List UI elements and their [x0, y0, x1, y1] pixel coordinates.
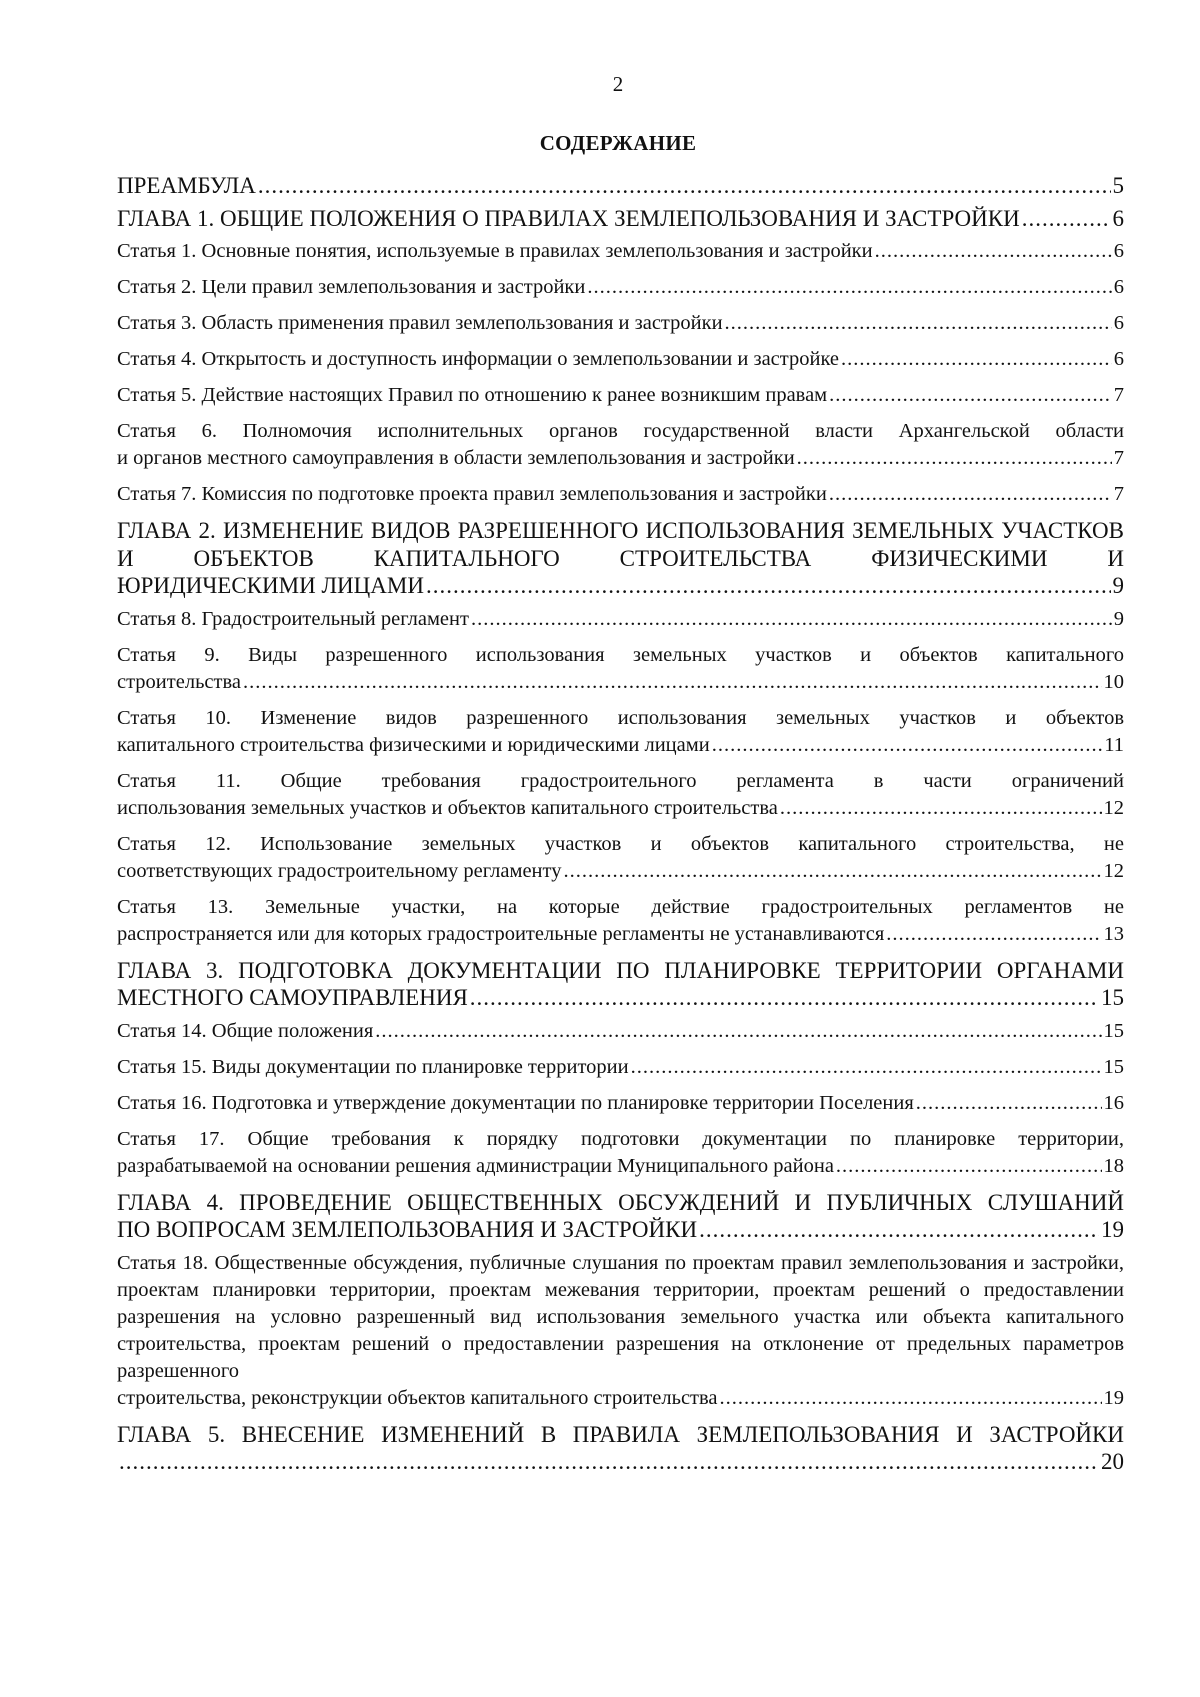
entry-title-text: Статья 5. Действие настоящих Правил по отношению к ранее возникшим правам	[117, 384, 828, 406]
entry-page-number: 10	[1103, 670, 1124, 693]
toc-article-entry[interactable]	[117, 642, 1124, 696]
entry-page-number: 12	[1103, 859, 1124, 882]
entry-page-number: 9	[1112, 573, 1124, 598]
entry-page-number: 6	[1112, 205, 1124, 231]
entry-title-text: строительства, реконструкции объектов капитального строительства	[117, 1386, 718, 1409]
entry-title-text: Статья 1. Основные понятия, используемые в правилах землепользования и застройки	[117, 240, 873, 262]
dot-leader	[836, 1153, 1102, 1180]
dot-leader	[829, 481, 1112, 508]
entry-page-number: 20	[1101, 1449, 1124, 1474]
entry-page-number: 13	[1103, 922, 1124, 945]
entry-title-text: Статья 4. Открытость и доступность информации о землепользовании и застройке	[117, 348, 840, 370]
entry-leader-line	[117, 238, 1124, 265]
toc-article-entry[interactable]	[117, 1018, 1124, 1045]
entry-title-text: использования земельных участков и объектов капитального строительства	[117, 796, 778, 819]
dot-leader	[841, 346, 1112, 373]
entry-title-text: Статья 14. Общие положения	[117, 1019, 374, 1042]
entry-title-text: разрабатываемой на основании решения администрации Муниципального района	[117, 1154, 834, 1177]
entry-page-number: 9	[1113, 607, 1124, 630]
toc-article-entry[interactable]	[117, 831, 1124, 885]
toc-article-entry[interactable]	[117, 705, 1124, 759]
entry-title-text: соответствующих градостроительному регламенту	[117, 859, 562, 882]
entry-heading-text: Статья 12. Использование земельных участков и объектов капитального строительства, не	[117, 832, 1124, 855]
dot-leader	[471, 606, 1112, 633]
entry-title-text: ПРЕАМБУЛА	[117, 173, 256, 198]
entry-page-number: 6	[1113, 348, 1124, 370]
entry-page-number: 7	[1113, 447, 1124, 469]
entry-heading-text: ГЛАВА 4. ПРОВЕДЕНИЕ ОБЩЕСТВЕННЫХ ОБСУЖДЕНИЙ И ПУБЛИЧНЫХ СЛУШАНИЙ	[117, 1189, 1124, 1215]
toc-article-entry[interactable]	[117, 382, 1124, 409]
toc-chapter-entry[interactable]	[117, 1189, 1124, 1244]
entry-page-number: 7	[1113, 483, 1124, 505]
entry-page-number: 18	[1103, 1154, 1124, 1177]
entry-leader-line	[117, 1216, 1124, 1244]
entry-leader-line	[117, 858, 1124, 885]
dot-leader	[587, 274, 1111, 301]
toc-article-entry[interactable]	[117, 1126, 1124, 1180]
entry-page-number: 12	[1103, 796, 1124, 819]
entry-leader-line	[117, 274, 1124, 301]
toc-article-entry[interactable]	[117, 310, 1124, 337]
entry-leader-line	[117, 1385, 1124, 1412]
entry-heading-text: Статья 10. Изменение видов разрешенного использования земельных участков и объектов	[117, 706, 1124, 729]
dot-leader	[699, 1216, 1099, 1244]
toc-article-entry[interactable]	[117, 481, 1124, 508]
toc-article-entry[interactable]	[117, 894, 1124, 948]
dot-leader	[243, 669, 1102, 696]
entry-title-text: МЕСТНОГО САМОУПРАВЛЕНИЯ	[117, 985, 468, 1010]
entry-page-number: 16	[1103, 1091, 1124, 1114]
entry-page-number: 6	[1113, 312, 1124, 334]
entry-leader-line	[117, 346, 1124, 373]
entry-heading-text: ГЛАВА 5. ВНЕСЕНИЕ ИЗМЕНЕНИЙ В ПРАВИЛА ЗЕМЛЕПОЛЬЗОВАНИЯ И ЗАСТРОЙКИ	[117, 1421, 1124, 1447]
entry-page-number: 15	[1101, 985, 1124, 1010]
dot-leader	[720, 1385, 1102, 1412]
entry-title-text: распространяется или для которых градостроительные регламенты не устанавливаются	[117, 922, 885, 945]
entry-page-number: 15	[1103, 1019, 1124, 1042]
entry-leader-line	[117, 1090, 1124, 1117]
dot-leader	[886, 921, 1101, 948]
entry-title-text: Статья 2. Цели правил землепользования и застройки	[117, 276, 586, 298]
dot-leader	[797, 445, 1112, 472]
entry-title-text: ЮРИДИЧЕСКИМИ ЛИЦАМИ	[117, 573, 424, 598]
entry-title-text: Статья 15. Виды документации по планировке территории	[117, 1055, 629, 1078]
entry-heading-text: Статья 17. Общие требования к порядку подготовки документации по планировке территории,	[117, 1127, 1124, 1150]
entry-leader-line	[117, 921, 1124, 948]
toc-chapter-entry[interactable]	[117, 517, 1124, 600]
entry-title-text: Статья 8. Градостроительный регламент	[117, 607, 469, 630]
toc-article-entry[interactable]	[117, 1054, 1124, 1081]
toc-chapter-entry[interactable]	[117, 172, 1124, 200]
toc-chapter-entry[interactable]	[117, 1421, 1124, 1476]
entry-leader-line	[117, 481, 1124, 508]
entry-title-text: ПО ВОПРОСАМ ЗЕМЛЕПОЛЬЗОВАНИЯ И ЗАСТРОЙКИ	[117, 1217, 698, 1242]
entry-leader-line	[117, 984, 1124, 1012]
entry-leader-line	[117, 1153, 1124, 1180]
dot-leader	[563, 858, 1101, 885]
toc-article-entry[interactable]	[117, 768, 1124, 822]
dot-leader	[631, 1054, 1102, 1081]
dot-leader	[725, 310, 1112, 337]
entry-title-text: Статья 3. Область применения правил землепользования и застройки	[117, 312, 723, 334]
entry-leader-line	[117, 1018, 1124, 1045]
entry-title-text: строительства	[117, 670, 241, 693]
dot-leader	[470, 984, 1099, 1012]
entry-page-number: 19	[1101, 1217, 1124, 1242]
toc-article-entry[interactable]	[117, 238, 1124, 265]
page-number: 2	[612, 72, 624, 96]
dot-leader	[375, 1018, 1101, 1045]
entry-leader-line	[117, 310, 1124, 337]
entry-title-text: Статья 16. Подготовка и утверждение документации по планировке территории Поселения	[117, 1091, 914, 1114]
toc-chapter-entry[interactable]	[117, 205, 1124, 233]
entry-title-text: Статья 7. Комиссия по подготовке проекта правил землепользования и застройки	[117, 483, 827, 505]
entry-page-number: 7	[1113, 384, 1124, 406]
entry-leader-line	[117, 1054, 1124, 1081]
table-of-contents	[117, 172, 1124, 1482]
entry-heading-text: Статья 11. Общие требования градостроительного регламента в части ограничений	[117, 769, 1124, 792]
entry-heading-text: ГЛАВА 3. ПОДГОТОВКА ДОКУМЕНТАЦИИ ПО ПЛАНИРОВКЕ ТЕРРИТОРИИ ОРГАНАМИ	[117, 957, 1124, 983]
toc-article-entry[interactable]	[117, 606, 1124, 633]
toc-chapter-entry[interactable]	[117, 957, 1124, 1012]
entry-page-number: 6	[1113, 240, 1124, 262]
dot-leader	[780, 795, 1102, 822]
entry-heading-text: Статья 9. Виды разрешенного использования земельных участков и объектов капитального	[117, 643, 1124, 666]
entry-leader-line	[117, 606, 1124, 633]
toc-title: СОДЕРЖАНИЕ	[539, 131, 697, 155]
entry-page-number: 6	[1113, 276, 1124, 298]
entry-heading-text: Статья 13. Земельные участки, на которые действие градостроительных регламентов не	[117, 895, 1124, 918]
entry-page-number: 5	[1112, 173, 1124, 198]
entry-title-text: и органов местного самоуправления в области землепользования и застройки	[117, 447, 795, 469]
dot-leader	[119, 1448, 1099, 1476]
toc-article-entry[interactable]	[117, 1250, 1124, 1412]
toc-article-entry[interactable]	[117, 418, 1124, 472]
entry-page-number: 19	[1103, 1386, 1124, 1409]
toc-article-entry[interactable]	[117, 346, 1124, 373]
entry-leader-line	[117, 669, 1124, 696]
entry-leader-line	[117, 445, 1124, 472]
dot-leader	[916, 1090, 1102, 1117]
entry-leader-line	[117, 205, 1124, 233]
entry-leader-line	[117, 572, 1124, 600]
entry-heading-text: ГЛАВА 2. ИЗМЕНЕНИЕ ВИДОВ РАЗРЕШЕННОГО ИСПОЛЬЗОВАНИЯ ЗЕМЕЛЬНЫХ УЧАСТКОВ И ОБЪЕКТОВ КАПИТАЛЬНОГО СТРОИТЕЛЬСТВА ФИЗИЧЕСКИМИ И	[117, 518, 1124, 571]
entry-leader-line	[117, 732, 1124, 759]
entry-heading-text: Статья 6. Полномочия исполнительных органов государственной власти Архангельской области	[117, 420, 1124, 442]
entry-leader-line	[117, 795, 1124, 822]
entry-leader-line	[117, 172, 1124, 200]
dot-leader	[426, 572, 1111, 600]
entry-page-number: 15	[1103, 1055, 1124, 1078]
entry-title-text: ГЛАВА 1. ОБЩИЕ ПОЛОЖЕНИЯ О ПРАВИЛАХ ЗЕМЛЕПОЛЬЗОВАНИЯ И ЗАСТРОЙКИ	[117, 205, 1020, 231]
toc-article-entry[interactable]	[117, 1090, 1124, 1117]
dot-leader	[829, 382, 1112, 409]
entry-leader-line	[117, 1448, 1124, 1476]
dot-leader	[875, 238, 1112, 265]
entry-page-number: 11	[1104, 733, 1124, 756]
dot-leader	[712, 732, 1103, 759]
dot-leader	[258, 172, 1111, 200]
entry-heading-text: Статья 18. Общественные обсуждения, публичные слушания по проектам правил землепользования и застройки, проектам планировки территории, проектам межевания территории, проектам решений о предоставлении разрешения на условно разрешенный вид использования земельного участка или объекта капитального строительства, проектам решений о предоставлении разрешения на отклонение от предельных параметров разрешенного	[117, 1251, 1124, 1382]
entry-title-text: капитального строительства физическими и юридическими лицами	[117, 733, 710, 756]
entry-leader-line	[117, 382, 1124, 409]
dot-leader	[1022, 205, 1111, 233]
toc-article-entry[interactable]	[117, 274, 1124, 301]
